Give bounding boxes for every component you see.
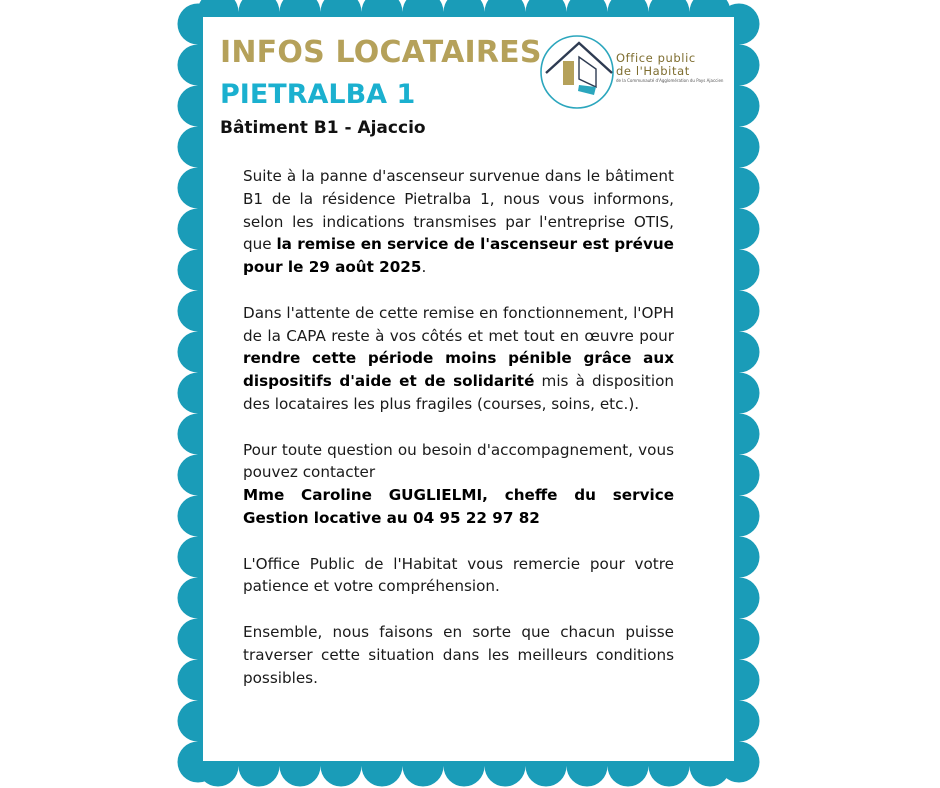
emphasis-support: rendre cette période moins pénible grâce aux dispositifs d'aide et de solidarité bbox=[243, 349, 674, 391]
paragraph-support bbox=[243, 302, 674, 416]
logo-tagline: de la Communauté d'Agglomération du Pays Ajaccien bbox=[616, 78, 724, 83]
logo-line2: de l'Habitat bbox=[616, 63, 690, 78]
page-title: INFOS LOCATAIRES bbox=[220, 35, 542, 70]
building-location: Bâtiment B1 - Ajaccio bbox=[220, 118, 426, 138]
paragraph-thanks: L'Office Public de l'Habitat vous remercie pour votre patience et votre compréhension. bbox=[243, 554, 674, 596]
oph-logo bbox=[538, 31, 734, 113]
emphasis-date: la remise en service de l'ascenseur est prévue pour le 29 août 2025 bbox=[243, 235, 674, 277]
paragraph-contact bbox=[243, 439, 674, 530]
paragraph-text: Dans l'attente de cette remise en fonctionnement, l'OPH de la CAPA reste à vos côtés et met tout en œuvre pour bbox=[243, 303, 674, 345]
house-logo-icon bbox=[538, 31, 618, 113]
paragraph-closing: Ensemble, nous faisons en sorte que chacun puisse traverser cette situation dans les meilleurs conditions possibles. bbox=[243, 622, 674, 687]
logo-line1: Office public bbox=[616, 51, 696, 65]
paragraph-text: Pour toute question ou besoin d'accompagnement, vous pouvez contacter bbox=[243, 440, 674, 482]
logo-wordmark bbox=[616, 53, 723, 83]
paragraph-text: mis à disposition des locataires les plus fragiles (courses, soins, etc.). bbox=[243, 372, 674, 413]
notice-body bbox=[243, 165, 674, 712]
notice-card bbox=[203, 17, 734, 761]
paragraph-text: . bbox=[421, 258, 427, 277]
contact-person: Mme Caroline GUGLIELMI, cheffe du service Gestion locative au 04 95 22 97 82 bbox=[243, 486, 674, 527]
paragraph-elevator-status bbox=[243, 165, 674, 279]
paragraph-text: Suite à la panne d'ascenseur survenue dans le bâtiment B1 de la résidence Pietralba 1, nous vous informons, selon les indications transmises par l'entreprise OTIS, que bbox=[243, 167, 674, 254]
residence-name: PIETRALBA 1 bbox=[220, 79, 416, 110]
